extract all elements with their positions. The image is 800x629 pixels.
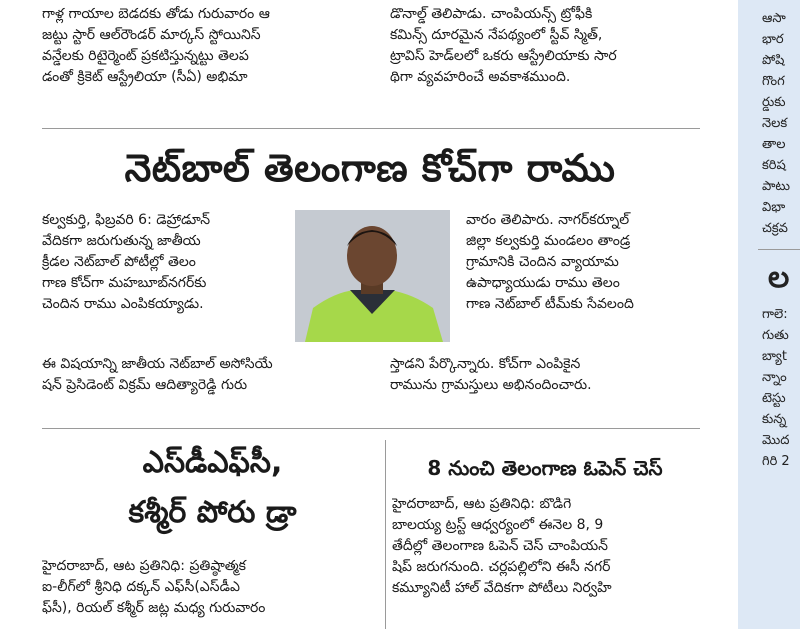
divider xyxy=(42,428,700,429)
text-line: తేదీల్లో తెలంగాణ ఓపెన్ చెస్ చాంపియన్ xyxy=(392,538,609,554)
text-line: జిల్లా కల్వకుర్తి మండలం తాండ్ర xyxy=(466,233,631,249)
text-line: ఆసా xyxy=(762,11,786,26)
headline-line: కశ్మీర్ పోరు డ్రా xyxy=(128,495,297,530)
text-line: భార xyxy=(762,32,784,47)
text-line: గాణ కోచ్‌గా మహబూబ్‌నగర్‌కు xyxy=(42,275,207,291)
story-left-headline xyxy=(40,438,385,548)
text-line: కున్న xyxy=(762,412,787,427)
text-line: థిగా వ్యవహరించే అవకాశముంది. xyxy=(390,69,571,85)
text-line: గ్రామానికి చెందిన వ్యాయామ xyxy=(466,254,619,270)
text-line: రామును గ్రామస్తులు అభినందించారు. xyxy=(390,377,592,393)
text-line: వన్డేలకు రిటైర్మెంట్ ప్రకటిస్తున్నట్టు తెలప xyxy=(42,48,249,64)
text-line: టెస్టు xyxy=(762,391,786,406)
coach-photo xyxy=(295,210,450,342)
text-line: గిరి 2 xyxy=(762,454,790,469)
main-article-lower-left xyxy=(42,354,360,400)
text-line: గొంగ xyxy=(762,74,785,89)
text-line: ట్రావిస్ హెడ్‌లలో ఒకరు ఆస్ట్రేలియాకు సార xyxy=(390,48,617,64)
text-line: కమ్యూనిటీ హాల్ వేదికగా పోటీలు నిర్వహి xyxy=(392,580,612,596)
text-line: కల్వకుర్తి, ఫిబ్రవరి 6: డెహ్రాడూన్ xyxy=(42,212,211,228)
main-headline: నెట్‌బాల్ తెలంగాణ కోచ్‌గా రాము xyxy=(124,146,616,190)
text-line: ఈ విషయాన్ని జాతీయ నెట్‌బాల్ అసోసియే xyxy=(42,356,273,372)
sidebar-column xyxy=(738,0,800,629)
top-left-column xyxy=(42,4,360,104)
divider xyxy=(42,128,700,129)
headline-line: ఎస్‌డీఎఫ్‌సీ, xyxy=(142,445,283,480)
text-line: చెందిన రాము ఎంపికయ్యాడు. xyxy=(42,296,204,312)
text-line: జట్టు స్టార్ ఆల్‌రౌండర్ మార్కస్ స్టోయినిస్ xyxy=(42,27,261,43)
main-article-column-1 xyxy=(42,210,292,320)
text-line: ఐ-లీగ్‌లో శ్రీనిధి దక్కన్ ఎఫ్‌సీ(ఎస్‌డీఎ xyxy=(42,579,240,595)
text-line: స్తాడని పేర్కొన్నారు. కోచ్‌గా ఎంపికైన xyxy=(390,356,581,372)
text-line: గుతు xyxy=(762,328,789,343)
text-line: చక్రవ xyxy=(762,221,788,236)
text-line: షిప్ జరుగనుంది. చర్లపల్లిలోని ఈసీ నగర్ xyxy=(392,559,611,575)
text-line: నెలక xyxy=(762,116,788,131)
main-article-column-2 xyxy=(466,210,702,320)
text-line: పాటు xyxy=(762,179,790,194)
story-right-headline: 8 నుంచి తెలంగాణ ఓపెన్ చెస్ xyxy=(427,456,663,480)
text-line: క్రీడల నెట్‌బాల్ పోటీల్లో తెలం xyxy=(42,254,196,270)
text-line: వేదికగా జరుగుతున్న జాతీయ xyxy=(42,233,201,249)
top-right-column xyxy=(390,4,702,104)
text-line: పోషి xyxy=(762,53,785,68)
text-line: కరిష xyxy=(762,158,786,173)
person-portrait-image xyxy=(295,210,450,342)
sidebar-headline: ల xyxy=(768,260,790,295)
text-line: గాళ్ల గాయాల బెడదకు తోడు గురువారం ఆ xyxy=(42,6,270,22)
story-left-body xyxy=(42,556,382,629)
sidebar-top-text xyxy=(738,0,800,239)
text-line: విభా xyxy=(762,200,786,215)
sidebar-bottom-text xyxy=(738,298,800,472)
text-line: డొనాల్డ్ తెలిపాడు. చాంపియన్స్ ట్రోఫీకి xyxy=(390,6,593,22)
text-line: ర్డుకు xyxy=(762,95,786,110)
text-line: హైదరాబాద్, ఆట ప్రతినిధి: ప్రతిష్ఠాత్మక xyxy=(42,558,246,574)
text-line: బ్యాt xyxy=(762,349,787,364)
text-line: హైదరాబాద్, ఆట ప్రతినిధి: బొడిగె xyxy=(392,496,572,512)
text-line: ఉపాధ్యాయుడు రాము తెలం xyxy=(466,275,620,291)
column-divider xyxy=(385,440,386,629)
text-line: గాలె: xyxy=(762,307,788,322)
text-line: న్నాం xyxy=(762,370,787,385)
text-line: వారం తెలిపారు. నాగర్‌కర్నూల్ xyxy=(466,212,630,228)
text-line: డంతో క్రికెట్ ఆస్ట్రేలియా (సీఏ) అభిమా xyxy=(42,69,248,85)
text-line: షన్ ప్రెసిడెంట్ విక్రమ్ ఆదిత్యారెడ్డి గురు xyxy=(42,377,248,393)
main-article-lower-right xyxy=(390,354,702,400)
text-line: గాణ నెట్‌బాల్ టీమ్‌కు సేవలంది xyxy=(466,296,634,312)
text-line: బాలయ్య ట్రస్ట్ ఆధ్వర్యంలో ఈనెల 8, 9 xyxy=(392,517,604,533)
text-line: ఫ్‌సీ), రియల్ కశ్మీర్ జట్ల మధ్య గురువారం xyxy=(42,600,266,616)
story-right-body xyxy=(392,494,702,629)
text-line: కమిన్స్ దూరమైన నేపథ్యంలో స్టీవ్ స్మిత్, xyxy=(390,27,603,43)
sidebar-divider xyxy=(758,249,800,250)
text-line: తాల xyxy=(762,137,786,152)
text-line: మొద xyxy=(762,433,790,448)
